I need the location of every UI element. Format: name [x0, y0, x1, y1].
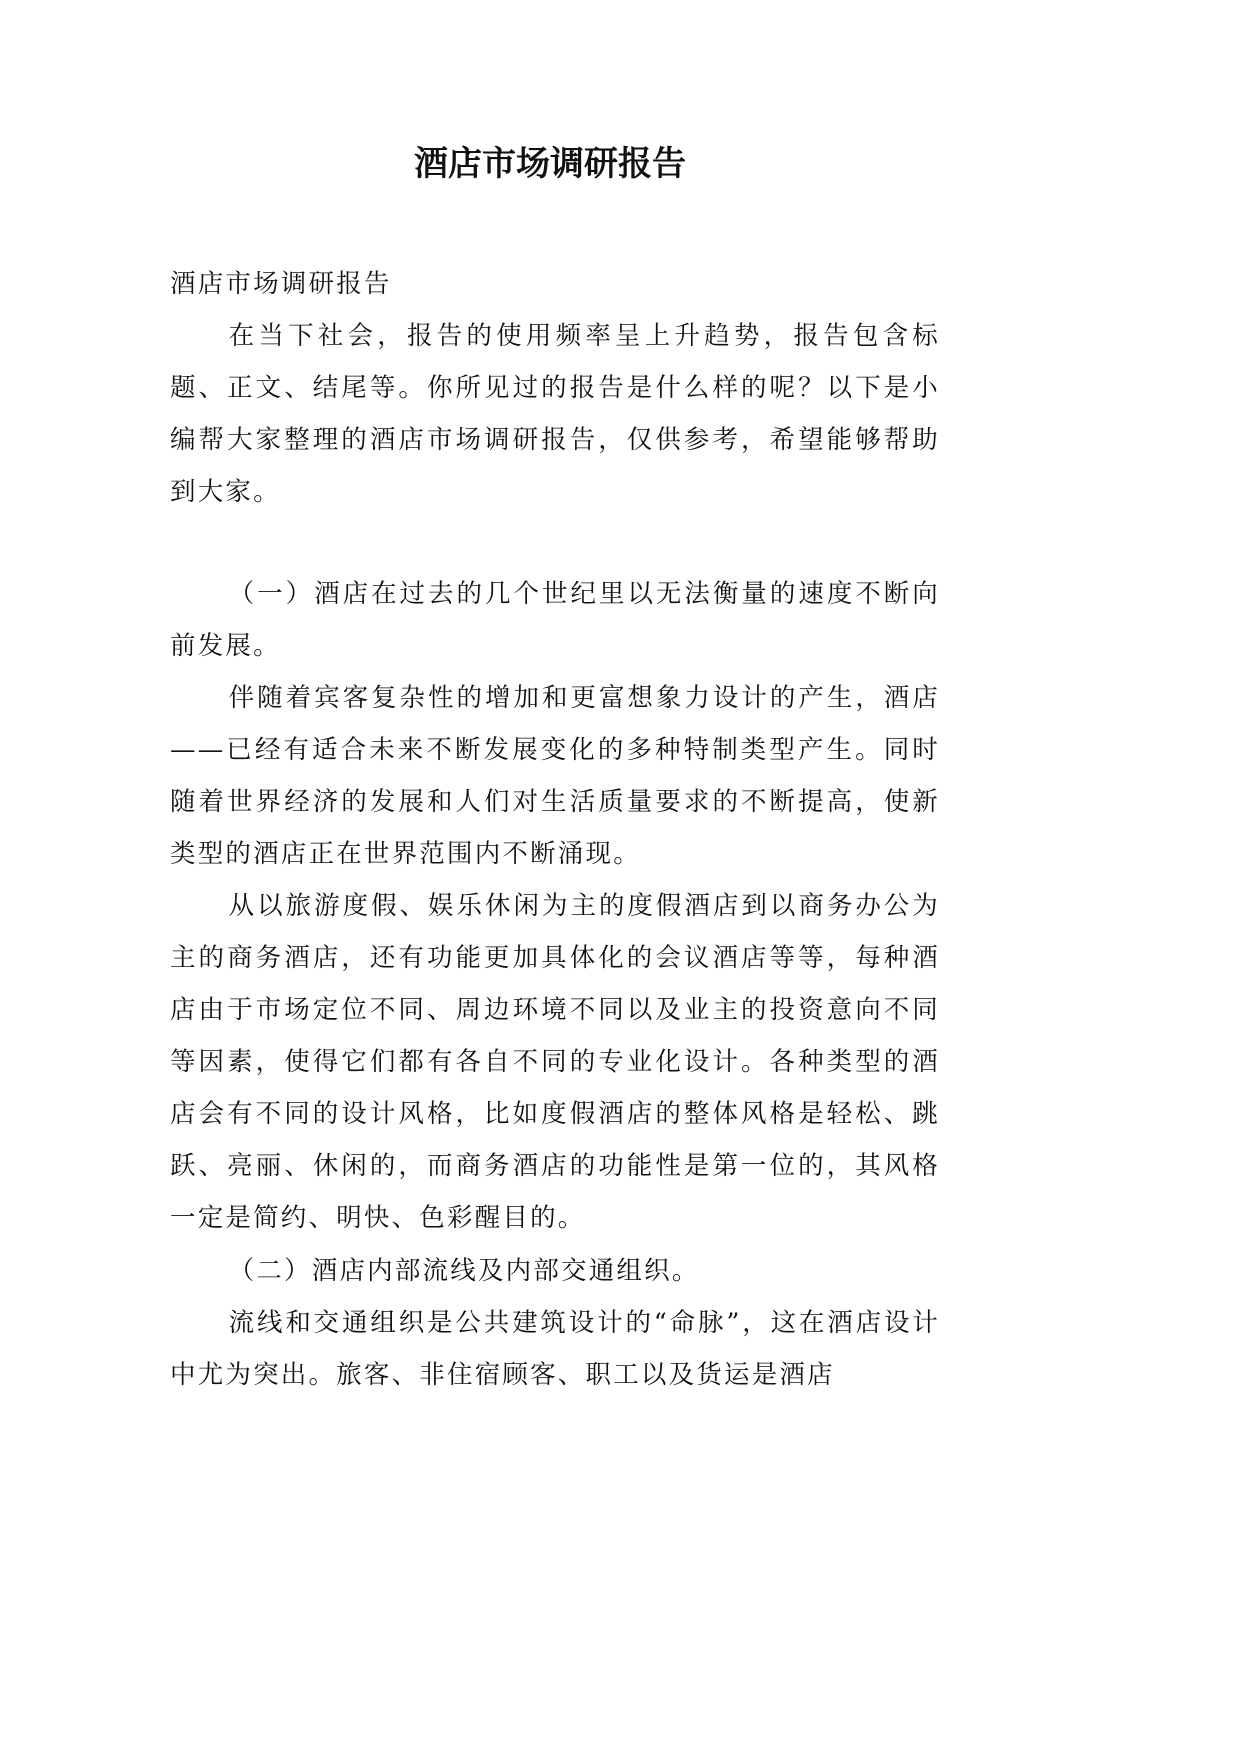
paragraph: 流线和交通组织是公共建筑设计的“命脉”，这在酒店设计中尤为突出。旅客、非住宿顾客、职工以及货运是酒店: [170, 1308, 940, 1390]
section-heading-2: （二）酒店内部流线及内部交通组织。: [228, 1256, 700, 1286]
paragraph: 从以旅游度假、娱乐休闲为主的度假酒店到以商务办公为主的商务酒店，还有功能更加具体化的会议酒店等等，每种酒店由于市场定位不同、周边环境不同以及业主的投资意向不同等因素，使得它们都有各自不同的专业化设计。各种类型的酒店会有不同的设计风格，比如度假酒店的整体风格是轻松、跳跃、亮丽、休闲的，而商务酒店的功能性是第一位的，其风格一定是简约、明快、色彩醒目的。: [170, 891, 940, 1233]
document-subtitle: 酒店市场调研报告: [170, 269, 392, 299]
paragraph-intro: 在当下社会，报告的使用频率呈上升趋势，报告包含标题、正文、结尾等。你所见过的报告是什么样的呢？以下是小编帮大家整理的酒店市场调研报告，仅供参考，希望能够帮助到大家。: [170, 321, 940, 507]
section-heading-1: （一）酒店在过去的几个世纪里以无法衡量的速度不断向前发展。: [170, 579, 940, 661]
document-title: 酒店市场调研报告: [414, 144, 686, 184]
paragraph: 伴随着宾客复杂性的增加和更富想象力设计的产生，酒店——已经有适合未来不断发展变化的多种特制类型产生。同时随着世界经济的发展和人们对生活质量要求的不断提高，使新类型的酒店正在世界范围内不断涌现。: [170, 683, 940, 869]
